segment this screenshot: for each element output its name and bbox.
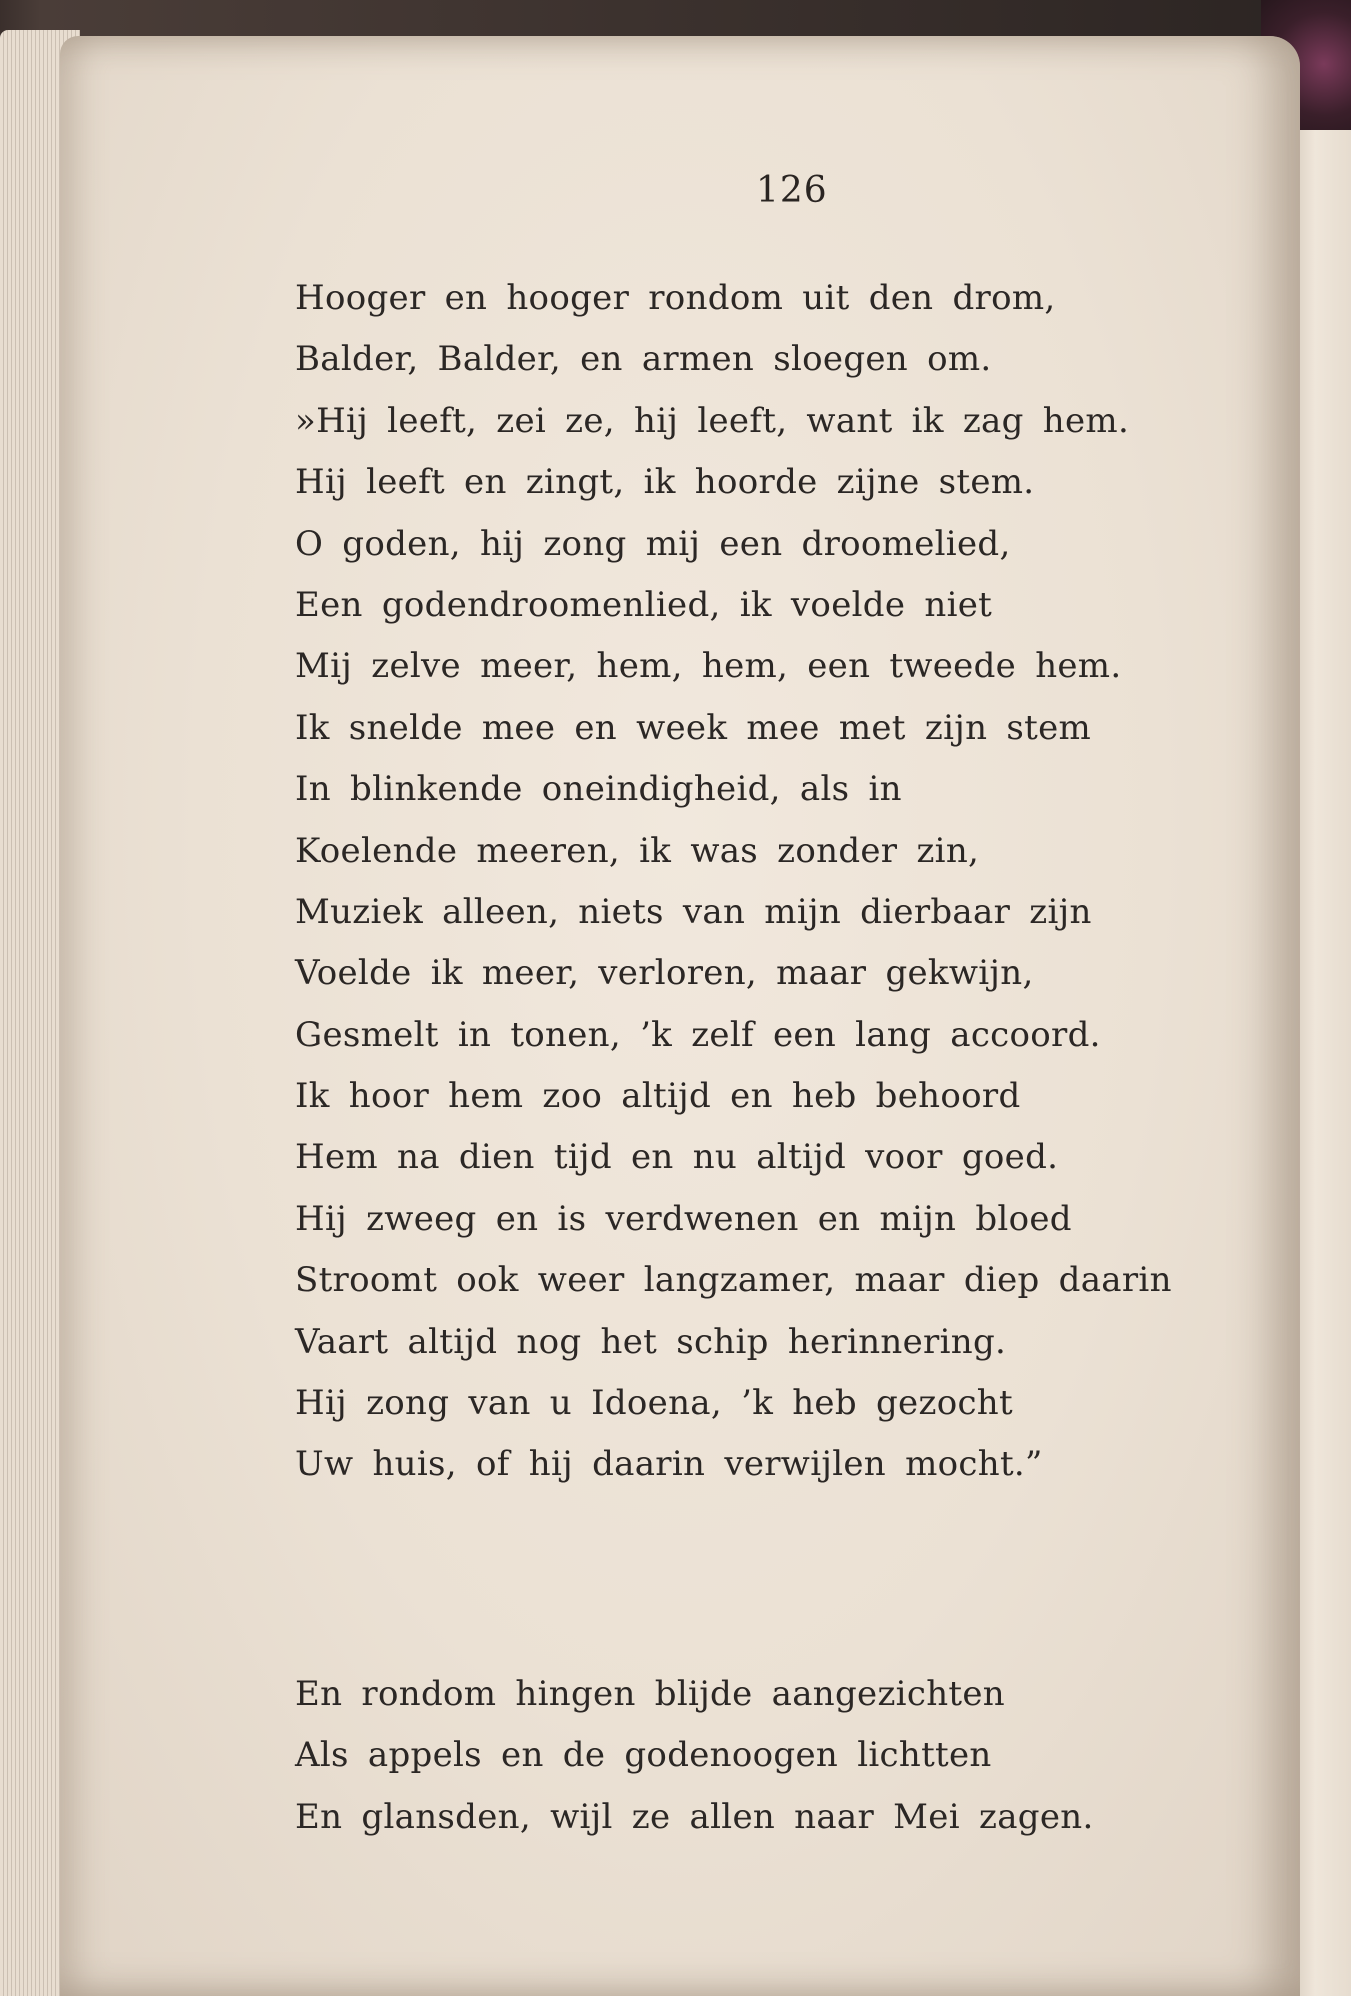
- poem-line: Ik snelde mee en week mee met zijn stem: [295, 707, 1092, 748]
- facing-page-edge: [1291, 130, 1351, 1996]
- poem-line: Koelende meeren, ik was zonder zin,: [295, 830, 980, 871]
- poem-line: Voelde ik meer, verloren, maar gekwijn,: [295, 953, 1034, 994]
- poem-line: Hem na dien tijd en nu altijd voor goed.: [295, 1137, 1059, 1178]
- poem-line: Balder, Balder, en armen sloegen om.: [295, 339, 992, 380]
- poem-line: Hij zong van u Idoena, ’k heb gezocht: [295, 1383, 1013, 1424]
- poem-line: En glansden, wijl ze allen naar Mei zagen.: [295, 1796, 1094, 1837]
- poem-line: Als appels en de godenoogen lichtten: [295, 1735, 992, 1776]
- poem-line: Uw huis, of hij daarin verwijlen mocht.”: [295, 1444, 1043, 1485]
- poem-line: Hooger en hooger rondom uit den drom,: [295, 278, 1056, 318]
- poem-line: Mij zelve meer, hem, hem, een tweede hem.: [295, 646, 1122, 687]
- poem-line: Gesmelt in tonen, ’k zelf een lang accoord.: [295, 1014, 1101, 1055]
- poem-line: Hij zweeg en is verdwenen en mijn bloed: [295, 1198, 1072, 1239]
- poem-line: Stroomt ook weer langzamer, maar diep daarin: [295, 1260, 1172, 1301]
- poem-line: Een godendroomenlied, ik voelde niet: [295, 584, 993, 625]
- poem-line: Hij leeft en zingt, ik hoorde zijne stem.: [295, 462, 1035, 503]
- poem-line: En rondom hingen blijde aangezichten: [295, 1674, 1005, 1714]
- poem-line: Ik hoor hem zoo altijd en heb behoord: [295, 1076, 1021, 1117]
- poem-line: Vaart altijd nog het schip herinnering.: [295, 1321, 1007, 1362]
- page-number: 126: [756, 170, 828, 211]
- poem-stanza-2: [295, 1664, 1094, 1848]
- poem-line: »Hij leeft, zei ze, hij leeft, want ik zag hem.: [295, 400, 1130, 441]
- poem-line: O goden, hij zong mij een droomelied,: [295, 523, 1011, 564]
- poem-stanza-1: [295, 268, 1172, 1496]
- poem-line: In blinkende oneindigheid, als in: [295, 769, 902, 810]
- poem-line: Muziek alleen, niets van mijn dierbaar zijn: [295, 891, 1092, 932]
